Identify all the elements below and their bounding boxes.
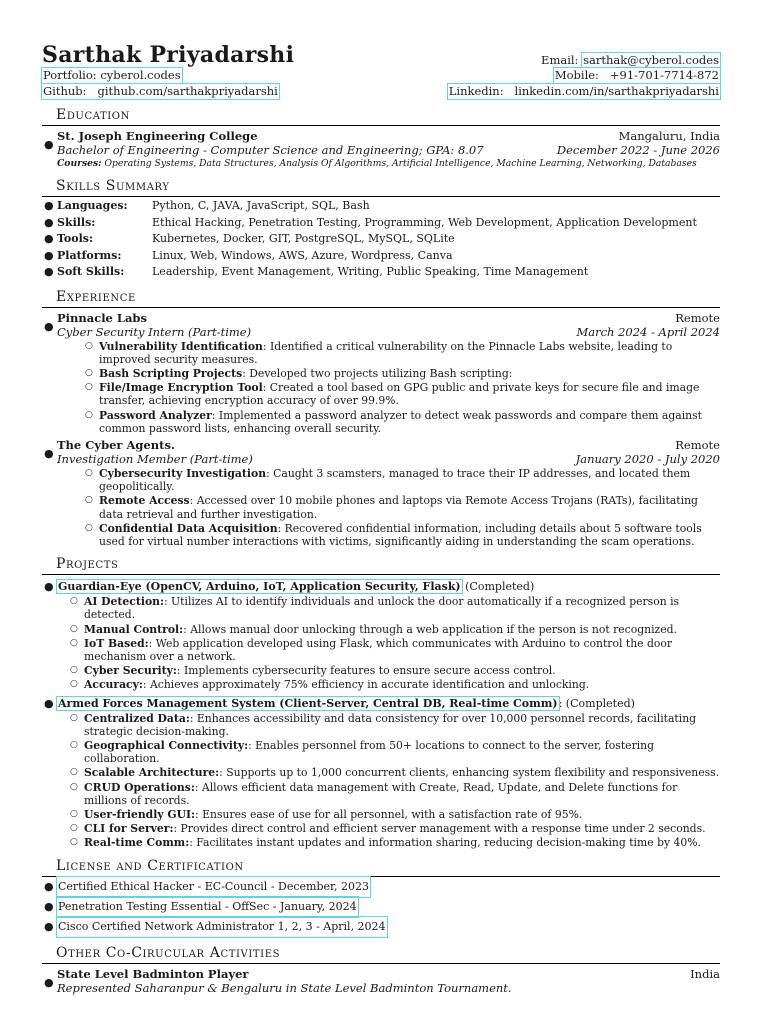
certs-heading: License and Certification (42, 858, 720, 877)
role: Investigation Member (Part-time) (57, 451, 253, 466)
item-key: AI Detection: (84, 595, 164, 609)
item-key: Cyber Security: (84, 664, 177, 678)
item-value: : Implemented a password analyzer to detect weak passwords and compare them against common password lists, enhancing overall security. (99, 408, 702, 435)
list-item (70, 678, 720, 691)
item-key: Scalable Architecture: (84, 766, 220, 780)
cert-link[interactable]: Certified Ethical Hacker - EC-Council - December, 2023 (57, 877, 370, 897)
role-dates: March 2024 - April 2024 (576, 324, 720, 339)
skill-value: Kubernetes, Docker, GIT, PostgreSQL, MySQL, SQLite (152, 232, 455, 245)
github-value: github.com/sarthakpriyadarshi (97, 84, 278, 98)
college-name: St. Joseph Engineering College (57, 129, 258, 143)
courses-list: Operating Systems, Data Structures, Analysis Of Algorithms, Artificial Intelligence, Machine Learning, Networking, Databases (104, 158, 697, 169)
list-item (70, 739, 720, 765)
bullet-icon: ● (44, 879, 54, 893)
header-row-2 (42, 68, 720, 83)
item-key: Accuracy: (84, 678, 143, 692)
email-link[interactable]: sarthak@cyberol.codes (583, 53, 719, 67)
list-item (85, 340, 720, 366)
education-entry (42, 129, 720, 170)
item-value: : Allows manual door unlocking through a web application if the person is not recognized. (183, 622, 677, 636)
skills-heading: Skills Summary (42, 178, 720, 197)
item-key: Remote Access (99, 494, 190, 508)
skill-value: Linux, Web, Windows, AWS, Azure, Wordpress, Canva (152, 248, 453, 262)
bullet-icon: ● (44, 232, 54, 245)
item-key: Manual Control: (84, 622, 184, 636)
skill-value: Python, C, JAVA, JavaScript, SQL, Bash (152, 199, 370, 212)
project-link[interactable]: Armed Forces Management System (Client-Server, Central DB, Real-time Comm) (58, 696, 558, 710)
cert-item (42, 917, 720, 937)
item-key: CLI for Server: (84, 822, 174, 836)
project-details (42, 712, 720, 850)
skill-label: Platforms: (57, 248, 122, 262)
bullet-icon: ● (44, 580, 54, 594)
item-key: File/Image Encryption Tool (99, 381, 263, 395)
cert-link[interactable]: Penetration Testing Essential - OffSec - January, 2024 (57, 897, 358, 917)
portfolio-value: cyberol.codes (100, 68, 181, 82)
bullet-icon: ● (44, 446, 54, 460)
skill-label: Tools: (57, 232, 94, 245)
header-row-3 (42, 84, 720, 99)
list-item (70, 781, 720, 807)
item-key: IoT Based: (84, 636, 149, 650)
item-key: Geographical Connectivity: (84, 738, 249, 752)
experience-heading: Experience (42, 289, 720, 308)
list-item (85, 467, 720, 493)
skill-row (42, 198, 720, 215)
email-line (541, 53, 720, 68)
activity-entry (42, 967, 720, 995)
bullet-icon: ● (44, 899, 54, 913)
org-location: Remote (675, 437, 720, 452)
github-link[interactable] (42, 84, 279, 99)
linkedin-link[interactable] (448, 84, 720, 99)
header-row-1 (42, 42, 720, 68)
list-item (85, 409, 720, 435)
skill-value: Ethical Hacking, Penetration Testing, Programming, Web Development, Application Development (152, 215, 697, 229)
linkedin-value: linkedin.com/in/sarthakpriyadarshi (514, 84, 719, 98)
list-item (70, 766, 720, 779)
org-name: Pinnacle Labs (57, 310, 147, 325)
courses-label: Courses: (57, 158, 102, 169)
role-dates: January 2020 - July 2020 (575, 451, 720, 466)
degree: Bachelor of Engineering - Computer Science and Engineering; GPA: 8.07 (57, 143, 484, 157)
item-value: : Accessed over 10 mobile phones and laptops via Remote Access Trojans (RATs), facilitating data retrieval and further investigation. (99, 494, 698, 521)
college-location: Mangaluru, India (618, 129, 720, 143)
github-label: Github: (43, 84, 87, 98)
project-status: (Completed) (465, 580, 535, 594)
item-value: : Supports up to 1,000 concurrent clients, enhancing system flexibility and responsiveness. (219, 766, 720, 780)
item-key: Vulnerability Identification (99, 339, 263, 353)
mobile-value: +91-701-7714-872 (609, 68, 719, 82)
item-value: : Ensures ease of use for all personnel, with a satisfaction rate of 95%. (195, 807, 583, 821)
bullet-icon: ● (44, 199, 54, 212)
project-status: : (Completed) (558, 696, 635, 710)
role: Cyber Security Intern (Part-time) (57, 324, 252, 339)
portfolio-link[interactable] (42, 68, 182, 83)
list-item (70, 836, 720, 849)
skill-row (42, 248, 720, 265)
item-value: : Utilizes AI to identify individuals and unlock the door automatically if a recognized person is detected. (84, 595, 680, 622)
skill-label: Soft Skills: (57, 265, 125, 278)
courses-line (57, 157, 720, 170)
item-key: Password Analyzer (99, 408, 212, 422)
education-heading: Education (42, 107, 720, 126)
activities-heading: Other Co-Cirucular Activities (42, 945, 720, 964)
portfolio-label: Portfolio: (43, 68, 97, 82)
item-value: : Caught 3 scamsters, managed to trace their IP addresses, and located them geopolitically. (99, 466, 691, 494)
mobile-link[interactable] (554, 68, 720, 83)
list-item (85, 494, 720, 520)
item-value: : Created a tool based on GPG public and private keys for secure file and image transfer, achieving encryption accuracy of over 99.9%. (99, 381, 700, 408)
item-key: Real-time Comm: (84, 836, 190, 850)
activity-title: State Level Badminton Player (57, 966, 249, 981)
list-item (85, 522, 720, 548)
cert-link[interactable]: Cisco Certified Network Administrator 1, 2, 3 - April, 2024 (57, 917, 387, 937)
item-key: Confidential Data Acquisition (99, 521, 278, 535)
bullet-icon: ● (44, 696, 54, 710)
activity-location: India (690, 966, 720, 981)
skill-row (42, 231, 720, 248)
item-value: : Enables personnel from 50+ locations to connect to the server, fostering collaboration. (84, 738, 655, 766)
experience-details (57, 467, 720, 548)
list-item (70, 712, 720, 738)
bullet-icon: ● (44, 138, 54, 151)
org-name: The Cyber Agents. (57, 437, 175, 452)
project-details (42, 595, 720, 691)
item-key: User-friendly GUI: (84, 807, 196, 821)
item-key: Bash Scripting Projects (99, 366, 243, 380)
activity-desc: Represented Saharanpur & Bengaluru in State Level Badminton Tournament. (57, 980, 512, 995)
list-item (85, 367, 720, 380)
project-header (42, 696, 720, 711)
cert-item (42, 877, 720, 897)
skill-row (42, 215, 720, 232)
item-key: Cybersecurity Investigation (99, 466, 267, 480)
list-item (70, 595, 720, 621)
item-value: : Recovered confidential information, including details about 5 software tools used for virtual number interactions with victims, significantly aiding in understanding the scam operations. (99, 521, 702, 548)
experience-details (57, 340, 720, 435)
list-item (70, 822, 720, 835)
list-item (70, 623, 720, 636)
education-dates: December 2022 - June 2026 (556, 143, 720, 157)
project-header (42, 579, 720, 594)
item-value: : Provides direct control and efficient server management with a response time under 2 seconds. (173, 822, 706, 836)
skills-list (42, 198, 720, 281)
item-key: CRUD Operations: (84, 780, 195, 794)
bullet-icon: ● (44, 248, 54, 262)
skill-label: Languages: (57, 199, 128, 212)
item-key: Centralized Data: (84, 711, 190, 725)
candidate-name: Sarthak Priyadarshi (42, 42, 295, 68)
email-label: Email: (541, 53, 579, 67)
experience-entry (42, 311, 720, 435)
item-value: : Web application developed using Flask, which communicates with Arduino to control the door mechanism over a network. (84, 636, 673, 663)
bullet-icon: ● (44, 215, 54, 229)
cert-item (42, 897, 720, 917)
experience-entry (42, 438, 720, 548)
item-value: : Implements cybersecurity features to ensure secure access control. (176, 664, 556, 678)
skill-label: Skills: (57, 215, 96, 229)
list-item (70, 664, 720, 677)
skill-value: Leadership, Event Management, Writing, Public Speaking, Time Management (152, 265, 589, 278)
list-item (85, 381, 720, 407)
item-value: : Identified a critical vulnerability on the Pinnacle Labs website, leading to improved security measures. (99, 339, 673, 366)
mobile-label: Mobile: (554, 68, 599, 82)
project-link[interactable]: Guardian-Eye (OpenCV, Arduino, IoT, Application Security, Flask) (58, 580, 461, 594)
skill-row (42, 264, 720, 281)
bullet-icon: ● (44, 975, 54, 989)
list-item (70, 808, 720, 821)
item-value: : Developed two projects utilizing Bash scripting: (242, 366, 513, 380)
bullet-icon: ● (44, 319, 54, 333)
list-item (70, 637, 720, 663)
item-value: : Facilitates instant updates and information sharing, reducing decision-making time by 40%. (189, 836, 701, 850)
org-location: Remote (675, 310, 720, 325)
item-value: : Achieves approximately 75% efficiency in accurate identification and unlocking. (142, 678, 590, 692)
item-value: : Enhances accessibility and data consistency for over 10,000 personnel records, facilitating strategic decision-making. (84, 711, 697, 738)
item-value: : Allows efficient data management with Create, Read, Update, and Delete functions for millions of records. (84, 780, 678, 807)
linkedin-label: Linkedin: (448, 84, 504, 98)
projects-heading: Projects (42, 556, 720, 575)
bullet-icon: ● (44, 919, 54, 933)
bullet-icon: ● (44, 265, 54, 278)
